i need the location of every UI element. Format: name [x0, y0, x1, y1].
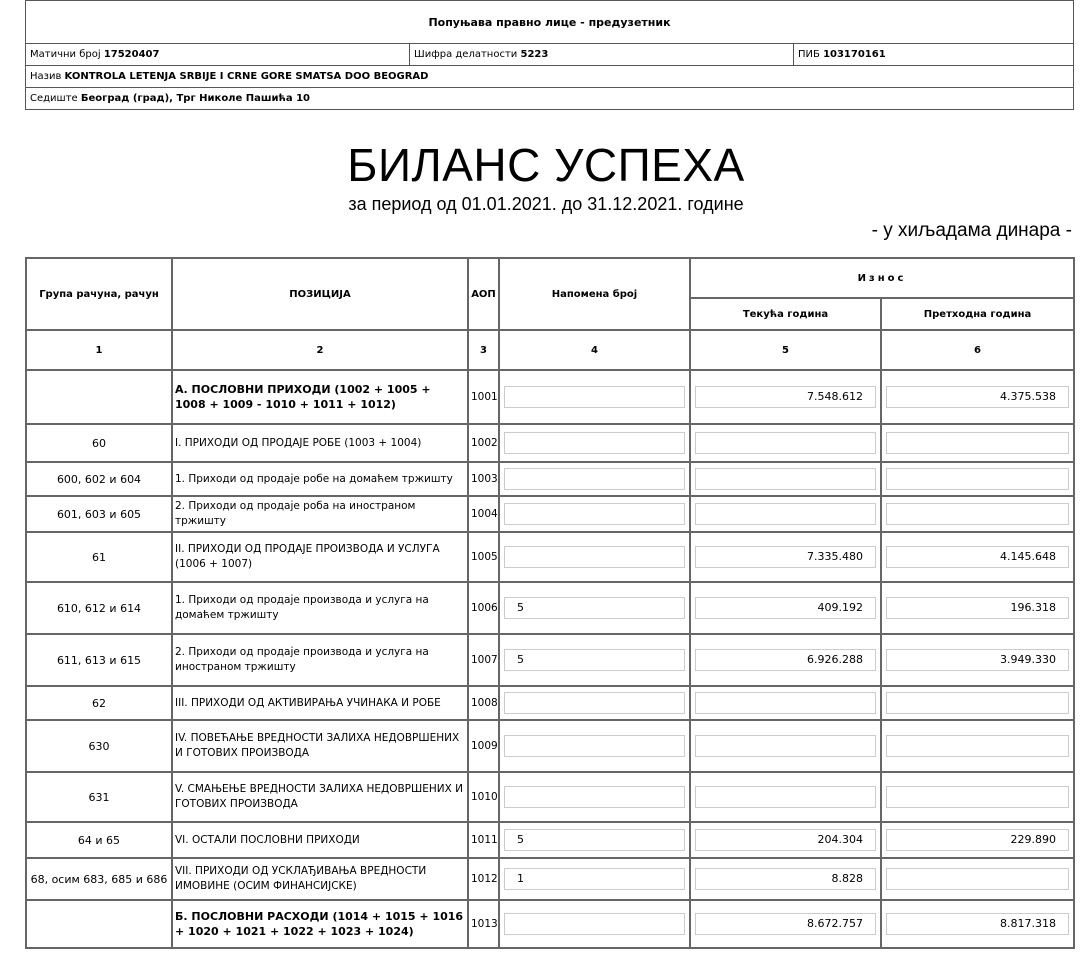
previous-year-field[interactable] — [886, 432, 1069, 454]
filled-by-caption: Попуњава правно лице - предузетник — [26, 1, 1074, 44]
current-year-cell — [690, 582, 881, 634]
previous-year-cell — [881, 720, 1074, 772]
note-field[interactable] — [504, 503, 685, 525]
position-label: I. ПРИХОДИ ОД ПРОДАЈЕ РОБЕ (1003 + 1004) — [172, 424, 468, 462]
aop-code: 1009 — [468, 720, 499, 772]
aop-code: 1006 — [468, 582, 499, 634]
current-year-field[interactable]: 6.926.288 — [695, 649, 876, 671]
current-year-cell — [690, 370, 881, 424]
current-year-field[interactable] — [695, 468, 876, 490]
account-group: 611, 613 и 615 — [26, 634, 172, 686]
previous-year-field[interactable]: 229.890 — [886, 829, 1069, 851]
note-field[interactable] — [504, 786, 685, 808]
note-cell — [499, 858, 690, 900]
note-field[interactable] — [504, 913, 685, 935]
table-row — [26, 858, 1074, 900]
note-field[interactable] — [504, 692, 685, 714]
previous-year-cell — [881, 424, 1074, 462]
account-group: 630 — [26, 720, 172, 772]
previous-year-cell — [881, 772, 1074, 822]
account-group: 600, 602 и 604 — [26, 462, 172, 496]
previous-year-field[interactable] — [886, 786, 1069, 808]
previous-year-field[interactable] — [886, 692, 1069, 714]
note-cell — [499, 772, 690, 822]
col-number: 2 — [172, 330, 468, 370]
note-cell — [499, 822, 690, 858]
table-row — [26, 634, 1074, 686]
previous-year-cell — [881, 634, 1074, 686]
previous-year-field[interactable] — [886, 503, 1069, 525]
position-label: 1. Приходи од продаје робе на домаћем тржишту — [172, 462, 468, 496]
note-field[interactable] — [504, 735, 685, 757]
position-label: V. СМАЊЕЊЕ ВРЕДНОСТИ ЗАЛИХА НЕДОВРШЕНИХ И ГОТОВИХ ПРОИЗВОДА — [172, 772, 468, 822]
previous-year-cell — [881, 532, 1074, 582]
position-label: VI. ОСТАЛИ ПОСЛОВНИ ПРИХОДИ — [172, 822, 468, 858]
current-year-field[interactable]: 7.548.612 — [695, 386, 876, 408]
account-group — [26, 370, 172, 424]
aop-code: 1002 — [468, 424, 499, 462]
company-name: Назив KONTROLA LETENJA SRBIJE I CRNE GORE SMATSA DOO BEOGRAD — [26, 66, 1074, 88]
aop-code: 1013 — [468, 900, 499, 948]
note-cell — [499, 532, 690, 582]
current-year-field[interactable] — [695, 432, 876, 454]
note-field[interactable] — [504, 432, 685, 454]
company-header — [25, 0, 1074, 110]
position-label: Б. ПОСЛОВНИ РАСХОДИ (1014 + 1015 + 1016 + 1020 + 1021 + 1022 + 1023 + 1024) — [172, 900, 468, 948]
current-year-cell — [690, 822, 881, 858]
previous-year-field[interactable] — [886, 735, 1069, 757]
note-cell — [499, 424, 690, 462]
previous-year-cell — [881, 370, 1074, 424]
col-header-amount: Износ — [690, 258, 1074, 298]
account-group: 61 — [26, 532, 172, 582]
aop-code: 1007 — [468, 634, 499, 686]
current-year-field[interactable]: 7.335.480 — [695, 546, 876, 568]
note-field[interactable]: 5 — [504, 649, 685, 671]
note-field[interactable] — [504, 546, 685, 568]
table-row — [26, 900, 1074, 948]
previous-year-cell — [881, 900, 1074, 948]
table-row — [26, 462, 1074, 496]
current-year-field[interactable] — [695, 692, 876, 714]
previous-year-cell — [881, 858, 1074, 900]
note-cell — [499, 634, 690, 686]
current-year-cell — [690, 532, 881, 582]
position-label: А. ПОСЛОВНИ ПРИХОДИ (1002 + 1005 + 1008 + 1009 - 1010 + 1011 + 1012) — [172, 370, 468, 424]
previous-year-cell — [881, 496, 1074, 532]
col-header-group: Група рачуна, рачун — [26, 258, 172, 330]
previous-year-field[interactable] — [886, 868, 1069, 890]
position-label: 2. Приходи од продаје роба на иностраном тржишту — [172, 496, 468, 532]
previous-year-cell — [881, 582, 1074, 634]
table-row — [26, 370, 1074, 424]
current-year-cell — [690, 858, 881, 900]
company-seat: Седиште Београд (град), Трг Николе Пашића 10 — [26, 88, 1074, 110]
col-number: 6 — [881, 330, 1074, 370]
previous-year-field[interactable]: 3.949.330 — [886, 649, 1069, 671]
current-year-cell — [690, 686, 881, 720]
col-number: 3 — [468, 330, 499, 370]
previous-year-field[interactable]: 8.817.318 — [886, 913, 1069, 935]
note-cell — [499, 720, 690, 772]
current-year-field[interactable]: 409.192 — [695, 597, 876, 619]
note-cell — [499, 686, 690, 720]
account-group — [26, 900, 172, 948]
account-group: 64 и 65 — [26, 822, 172, 858]
col-header-previous-year: Претходна година — [881, 298, 1074, 330]
aop-code: 1010 — [468, 772, 499, 822]
position-label: 2. Приходи од продаје производа и услуга на иностраном тржишту — [172, 634, 468, 686]
income-statement-table — [25, 257, 1075, 949]
current-year-cell — [690, 496, 881, 532]
table-row — [26, 532, 1074, 582]
previous-year-field[interactable]: 4.375.538 — [886, 386, 1069, 408]
note-cell — [499, 496, 690, 532]
current-year-field[interactable] — [695, 786, 876, 808]
position-label: II. ПРИХОДИ ОД ПРОДАЈЕ ПРОИЗВОДА И УСЛУГА (1006 + 1007) — [172, 532, 468, 582]
current-year-cell — [690, 720, 881, 772]
activity-code: Шифра делатности 5223 — [410, 44, 794, 66]
aop-code: 1005 — [468, 532, 499, 582]
current-year-cell — [690, 424, 881, 462]
current-year-cell — [690, 634, 881, 686]
current-year-cell — [690, 462, 881, 496]
unit-label: - у хиљадама динара - — [871, 220, 1072, 241]
col-header-current-year: Текућа година — [690, 298, 881, 330]
aop-code: 1001 — [468, 370, 499, 424]
col-header-position: ПОЗИЦИЈА — [172, 258, 468, 330]
table-row — [26, 686, 1074, 720]
note-field[interactable] — [504, 386, 685, 408]
col-number: 5 — [690, 330, 881, 370]
current-year-cell — [690, 900, 881, 948]
col-header-aop: АОП — [468, 258, 499, 330]
current-year-field[interactable] — [695, 735, 876, 757]
position-label: VII. ПРИХОДИ ОД УСКЛАЂИВАЊА ВРЕДНОСТИ ИМОВИНЕ (ОСИМ ФИНАНСИЈСКЕ) — [172, 858, 468, 900]
aop-code: 1012 — [468, 858, 499, 900]
aop-code: 1004 — [468, 496, 499, 532]
position-label: III. ПРИХОДИ ОД АКТИВИРАЊА УЧИНАКА И РОБЕ — [172, 686, 468, 720]
position-label: 1. Приходи од продаје производа и услуга на домаћем тржишту — [172, 582, 468, 634]
registration-number: Матични број 17520407 — [26, 44, 410, 66]
account-group: 601, 603 и 605 — [26, 496, 172, 532]
aop-code: 1003 — [468, 462, 499, 496]
account-group: 60 — [26, 424, 172, 462]
table-row — [26, 424, 1074, 462]
current-year-field[interactable]: 8.672.757 — [695, 913, 876, 935]
aop-code: 1008 — [468, 686, 499, 720]
col-number: 1 — [26, 330, 172, 370]
aop-code: 1011 — [468, 822, 499, 858]
col-header-note: Напомена број — [499, 258, 690, 330]
previous-year-field[interactable]: 4.145.648 — [886, 546, 1069, 568]
table-row — [26, 496, 1074, 532]
previous-year-cell — [881, 462, 1074, 496]
page-title: БИЛАНС УСПЕХА — [347, 139, 745, 191]
tax-id: ПИБ 103170161 — [794, 44, 1074, 66]
position-label: IV. ПОВЕЋАЊЕ ВРЕДНОСТИ ЗАЛИХА НЕДОВРШЕНИХ И ГОТОВИХ ПРОИЗВОДА — [172, 720, 468, 772]
note-cell — [499, 370, 690, 424]
current-year-cell — [690, 772, 881, 822]
table-row — [26, 772, 1074, 822]
period-subtitle: за период од 01.01.2021. до 31.12.2021. године — [348, 194, 744, 214]
account-group: 62 — [26, 686, 172, 720]
note-field[interactable]: 1 — [504, 868, 685, 890]
note-field[interactable] — [504, 468, 685, 490]
note-cell — [499, 900, 690, 948]
previous-year-field[interactable] — [886, 468, 1069, 490]
table-row — [26, 720, 1074, 772]
table-row — [26, 822, 1074, 858]
previous-year-field[interactable]: 196.318 — [886, 597, 1069, 619]
account-group: 631 — [26, 772, 172, 822]
note-cell — [499, 582, 690, 634]
current-year-field[interactable]: 8.828 — [695, 868, 876, 890]
previous-year-cell — [881, 686, 1074, 720]
note-field[interactable]: 5 — [504, 597, 685, 619]
current-year-field[interactable]: 204.304 — [695, 829, 876, 851]
account-group: 610, 612 и 614 — [26, 582, 172, 634]
note-cell — [499, 462, 690, 496]
col-number: 4 — [499, 330, 690, 370]
table-row — [26, 582, 1074, 634]
account-group: 68, осим 683, 685 и 686 — [26, 858, 172, 900]
previous-year-cell — [881, 822, 1074, 858]
note-field[interactable]: 5 — [504, 829, 685, 851]
current-year-field[interactable] — [695, 503, 876, 525]
